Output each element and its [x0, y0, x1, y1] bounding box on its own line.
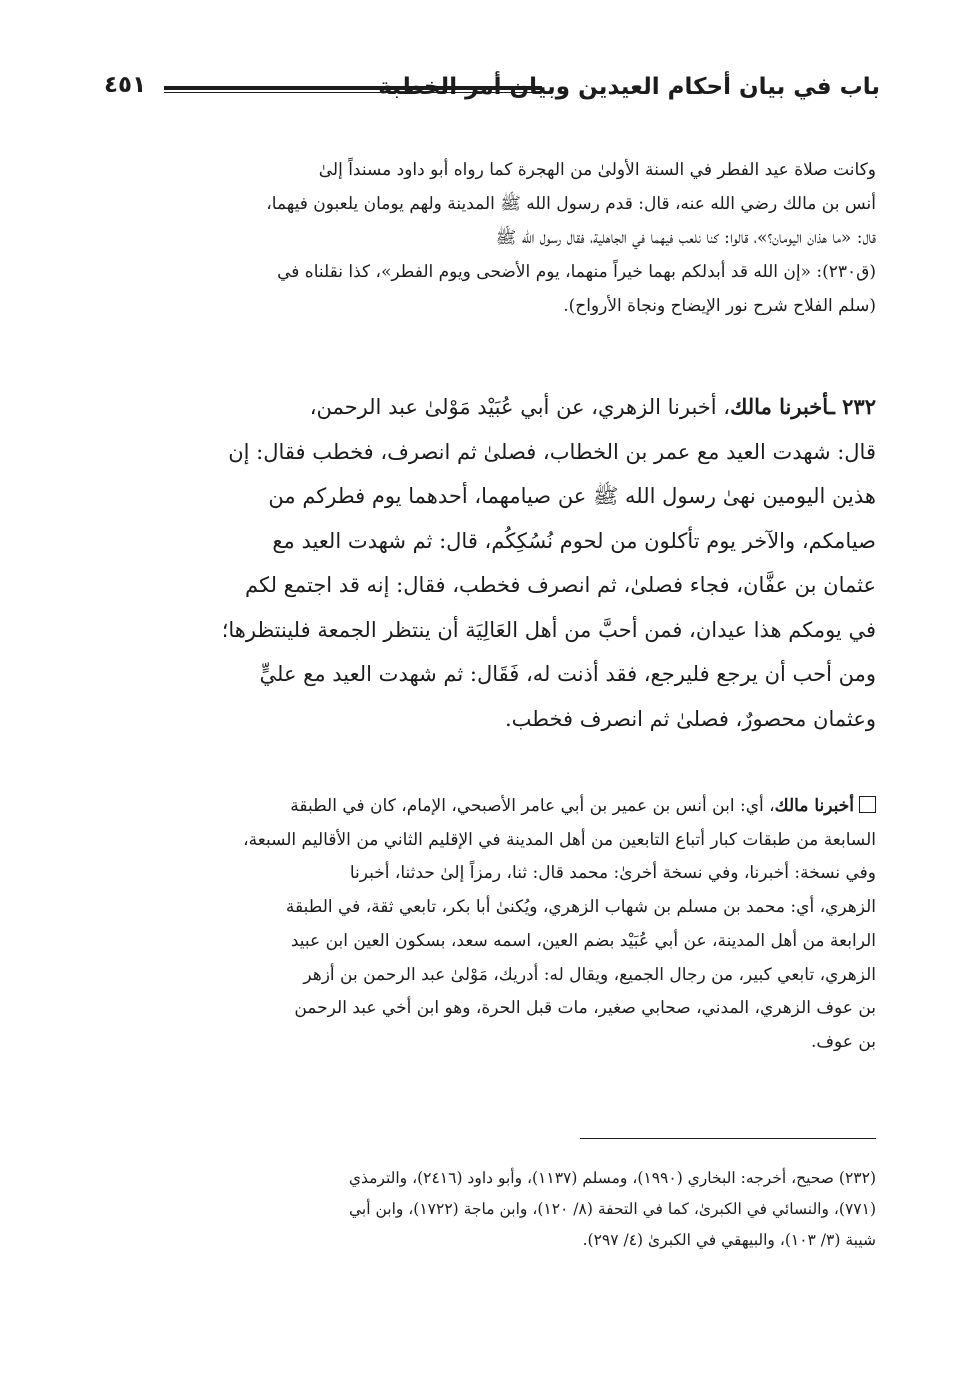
hadith-first-line: ، أخبرنا الزهري، عن أبي عُبَيْد مَوْلىٰ عبد الرحمن، [309, 395, 731, 419]
hadith-line: هذين اليومين نهىٰ رسول الله ﷺ عن صيامهما، أحدهما يوم فطركم من [268, 484, 876, 508]
intro-line: وكانت صلاة عيد الفطر في السنة الأولىٰ من الهجرة كما رواه أبو داود مسنداً إلىٰ [318, 160, 876, 180]
hadith-line: قال: شهدت العيد مع عمر بن الخطاب، فصلىٰ ثم انصرف، فخطب فقال: إن [228, 439, 876, 464]
running-header [104, 68, 880, 116]
intro-line: (سلم الفلاح شرح نور الإيضاح ونجاة الأرواح). [563, 296, 876, 316]
footnote-divider [580, 1138, 876, 1139]
commentary-line: الزهري، أي: محمد بن مسلم بن شهاب الزهري، ويُكنىٰ أبا بكر، تابعي ثقة، في الطبقة [285, 897, 876, 918]
hadith-line: في يومكم هذا عيدان، فمن أحبَّ من أهل العَالِيَة أن ينتظر الجمعة فلينتظرها؛ [221, 617, 876, 642]
commentary-line: بن عوف. [810, 1031, 876, 1052]
commentary-lead: أخبرنا مالك [774, 796, 854, 816]
header-rule [164, 86, 542, 93]
hadith-line: وعثمان محصورٌ، فصلىٰ ثم انصرف فخطب. [504, 706, 876, 731]
hadith-lead: أخبرنا مالك [730, 394, 829, 419]
footnote [100, 1163, 876, 1256]
footnote-line: شيبة (٣/ ١٠٣)، والبيهقي في الكبرىٰ (٤/ ٢٩٧). [582, 1231, 876, 1249]
commentary-line: بن عوف الزهري، المدني، صحابي صغير، مات قبل الحرة، وهو ابن أخي عبد الرحمن [294, 998, 876, 1019]
commentary-text [100, 790, 876, 1060]
intro-paragraph [100, 153, 876, 323]
commentary-line: وفي نسخة: أخبرنا، وفي نسخة أخرىٰ: محمد قال: ثنا، رمزاً إلىٰ حدثنا، أخبرنا [349, 863, 876, 884]
footnote-line: (٢٣٢) صحيح، أخرجه: البخاري (١٩٩٠)، ومسلم (١١٣٧)، وأبو داود (٢٤١٦)، والترمذي [348, 1169, 876, 1187]
commentary-line [100, 790, 876, 824]
commentary-first-line: ، أي: ابن أنس بن عمير بن أبي عامر الأصبحي، الإمام، كان في الطبقة [290, 796, 775, 816]
commentary-line: الزهري، تابعي كبير، من رجال الجميع، ويقال له: أدريك، مَوْلىٰ عبد الرحمن بن أزهر [303, 964, 876, 985]
intro-line: قال: «ما هذان اليومان؟»، قالوا: كنا نلعب فيهما في الجاهلية، فقال رسول الله ﷺ [495, 228, 876, 248]
hadith-line: عثمان بن عفَّان، فجاء فصلىٰ، ثم انصرف فخطب، فقال: إنه قد اجتمع لكم [245, 573, 876, 597]
hadith-line [100, 385, 876, 430]
hadith-line: صيامكم، والآخر يوم تأكلون من لحوم نُسُكِكُم، قال: ثم شهدت العيد مع [272, 528, 876, 553]
hadith-number: ٢٣٢ ـ [828, 394, 876, 419]
commentary-line: السابعة من طبقات كبار أتباع التابعين من أهل المدينة في الإقليم الثاني من الأقاليم السبعة، [243, 829, 876, 850]
hadith-line: ومن أحب أن يرجع فليرجع، فقد أذنت له، فَقَال: ثم شهدت العيد مع عليٍّ [259, 662, 876, 686]
page-number: ٤٥١ [104, 72, 147, 98]
commentary-line: الرابعة من أهل المدينة، عن أبي عُبَيْد بضم العين، اسمه سعد، بسكون العين ابن عبيد [290, 930, 876, 951]
intro-line: أنس بن مالك رضي الله عنه، قال: قدم رسول الله ﷺ المدينة ولهم يومان يلعبون فيهما، [266, 194, 876, 214]
footnote-line: (٧٧١)، والنسائي في الكبرىٰ، كما في التحفة (٨/ ١٢٠)، وابن ماجة (١٧٢٢)، وابن أبي [349, 1200, 876, 1218]
chapter-title: باب في بيان أحكام العيدين وبيان أمر الخطبة [378, 74, 880, 100]
hadith-text [100, 385, 876, 741]
square-marker-icon [859, 796, 876, 813]
intro-line: (ق٢٣٠): «إن الله قد أبدلكم بهما خيراً منهما، يوم الأضحى ويوم الفطر»، كذا نقلناه في [277, 262, 876, 282]
